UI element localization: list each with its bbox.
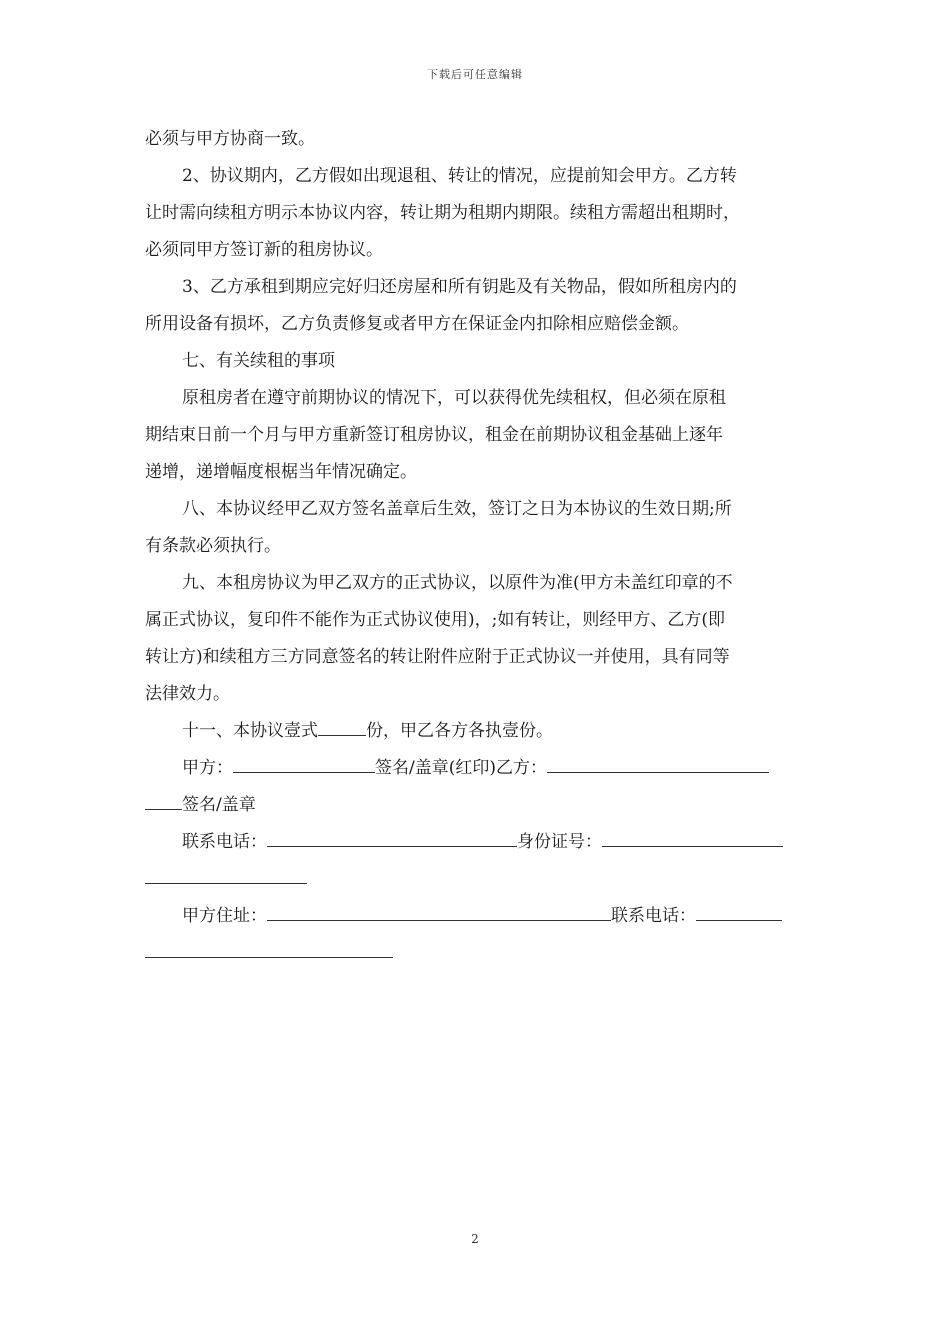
party-a-blank[interactable] — [233, 750, 375, 773]
party-b-blank[interactable] — [547, 750, 769, 773]
copies-clause — [145, 713, 807, 750]
phone-blank-2-cont[interactable] — [145, 935, 393, 958]
party-signature-line-cont — [145, 787, 807, 824]
id-label: 身份证号： — [517, 832, 602, 852]
paragraph-line: 期结束日前一个月与甲方重新签订租房协议，租金在前期协议租金基础上逐年 — [145, 425, 723, 445]
phone-label: 联系电话： — [182, 832, 267, 852]
phone-label-2: 联系电话： — [611, 906, 696, 926]
id-blank[interactable] — [602, 824, 783, 847]
party-signature-line — [145, 750, 807, 787]
address-phone-line-cont — [145, 935, 807, 972]
document-body — [145, 121, 807, 972]
paragraph-line: 转让方)和续租方三方同意签名的转让附件应附于正式协议一并使用，具有同等 — [145, 647, 730, 667]
paragraph-line: 有条款必须执行。 — [145, 536, 281, 556]
address-label: 甲方住址： — [182, 906, 267, 926]
address-blank[interactable] — [267, 898, 611, 921]
paragraph-line: 八、本协议经甲乙双方签名盖章后生效，签订之日为本协议的生效日期;所 — [182, 499, 732, 519]
paragraph-line: 九、本租房协议为甲乙双方的正式协议，以原件为准(甲方未盖红印章的不 — [182, 573, 733, 593]
paragraph-line: 2、协议期内，乙方假如出现退租、转让的情况，应提前知会甲方。乙方转 — [182, 166, 737, 186]
copies-prefix: 十一、本协议壹式 — [182, 721, 318, 741]
copies-suffix: 份，甲乙各方各执壹份。 — [366, 721, 553, 741]
page-number: 2 — [471, 1232, 479, 1246]
paragraph-line: 法律效力。 — [145, 684, 230, 704]
phone-id-line — [145, 824, 807, 861]
id-line-cont — [145, 861, 807, 898]
paragraph-line: 3、乙方承租到期应完好归还房屋和所有钥匙及有关物品，假如所租房内的 — [182, 277, 737, 297]
paragraph-line: 必须同甲方签订新的租房协议。 — [145, 240, 383, 260]
section-heading: 七、有关续租的事项 — [182, 351, 335, 371]
address-phone-line — [145, 898, 807, 935]
paragraph-line: 让时需向续租方明示本协议内容，转让期为租期内期限。续租方需超出租期时， — [145, 203, 740, 223]
paragraph-line: 必须与甲方协商一致。 — [145, 129, 315, 149]
copies-blank[interactable] — [318, 713, 366, 736]
paragraph-line: 递增，递增幅度根椐当年情况确定。 — [145, 462, 417, 482]
sign-seal-label: 签名/盖章 — [182, 795, 256, 815]
sign-seal-red-label: 签名/盖章(红印)乙方： — [375, 758, 547, 778]
paragraph-line: 原租房者在遵守前期协议的情况下，可以获得优先续租权，但必须在原租 — [182, 388, 726, 408]
paragraph-line: 所用设备有损坏，乙方负责修复或者甲方在保证金内扣除相应赔偿金额。 — [145, 314, 689, 334]
phone-blank-2[interactable] — [696, 898, 782, 921]
phone-blank[interactable] — [267, 824, 517, 847]
party-b-blank-cont[interactable] — [145, 787, 182, 810]
party-a-label: 甲方： — [182, 758, 233, 778]
id-blank-cont[interactable] — [145, 861, 307, 884]
paragraph-line: 属正式协议，复印件不能作为正式协议使用)，;如有转让，则经甲方、乙方(即 — [145, 610, 725, 630]
page-header: 下载后可任意编辑 — [427, 68, 523, 81]
